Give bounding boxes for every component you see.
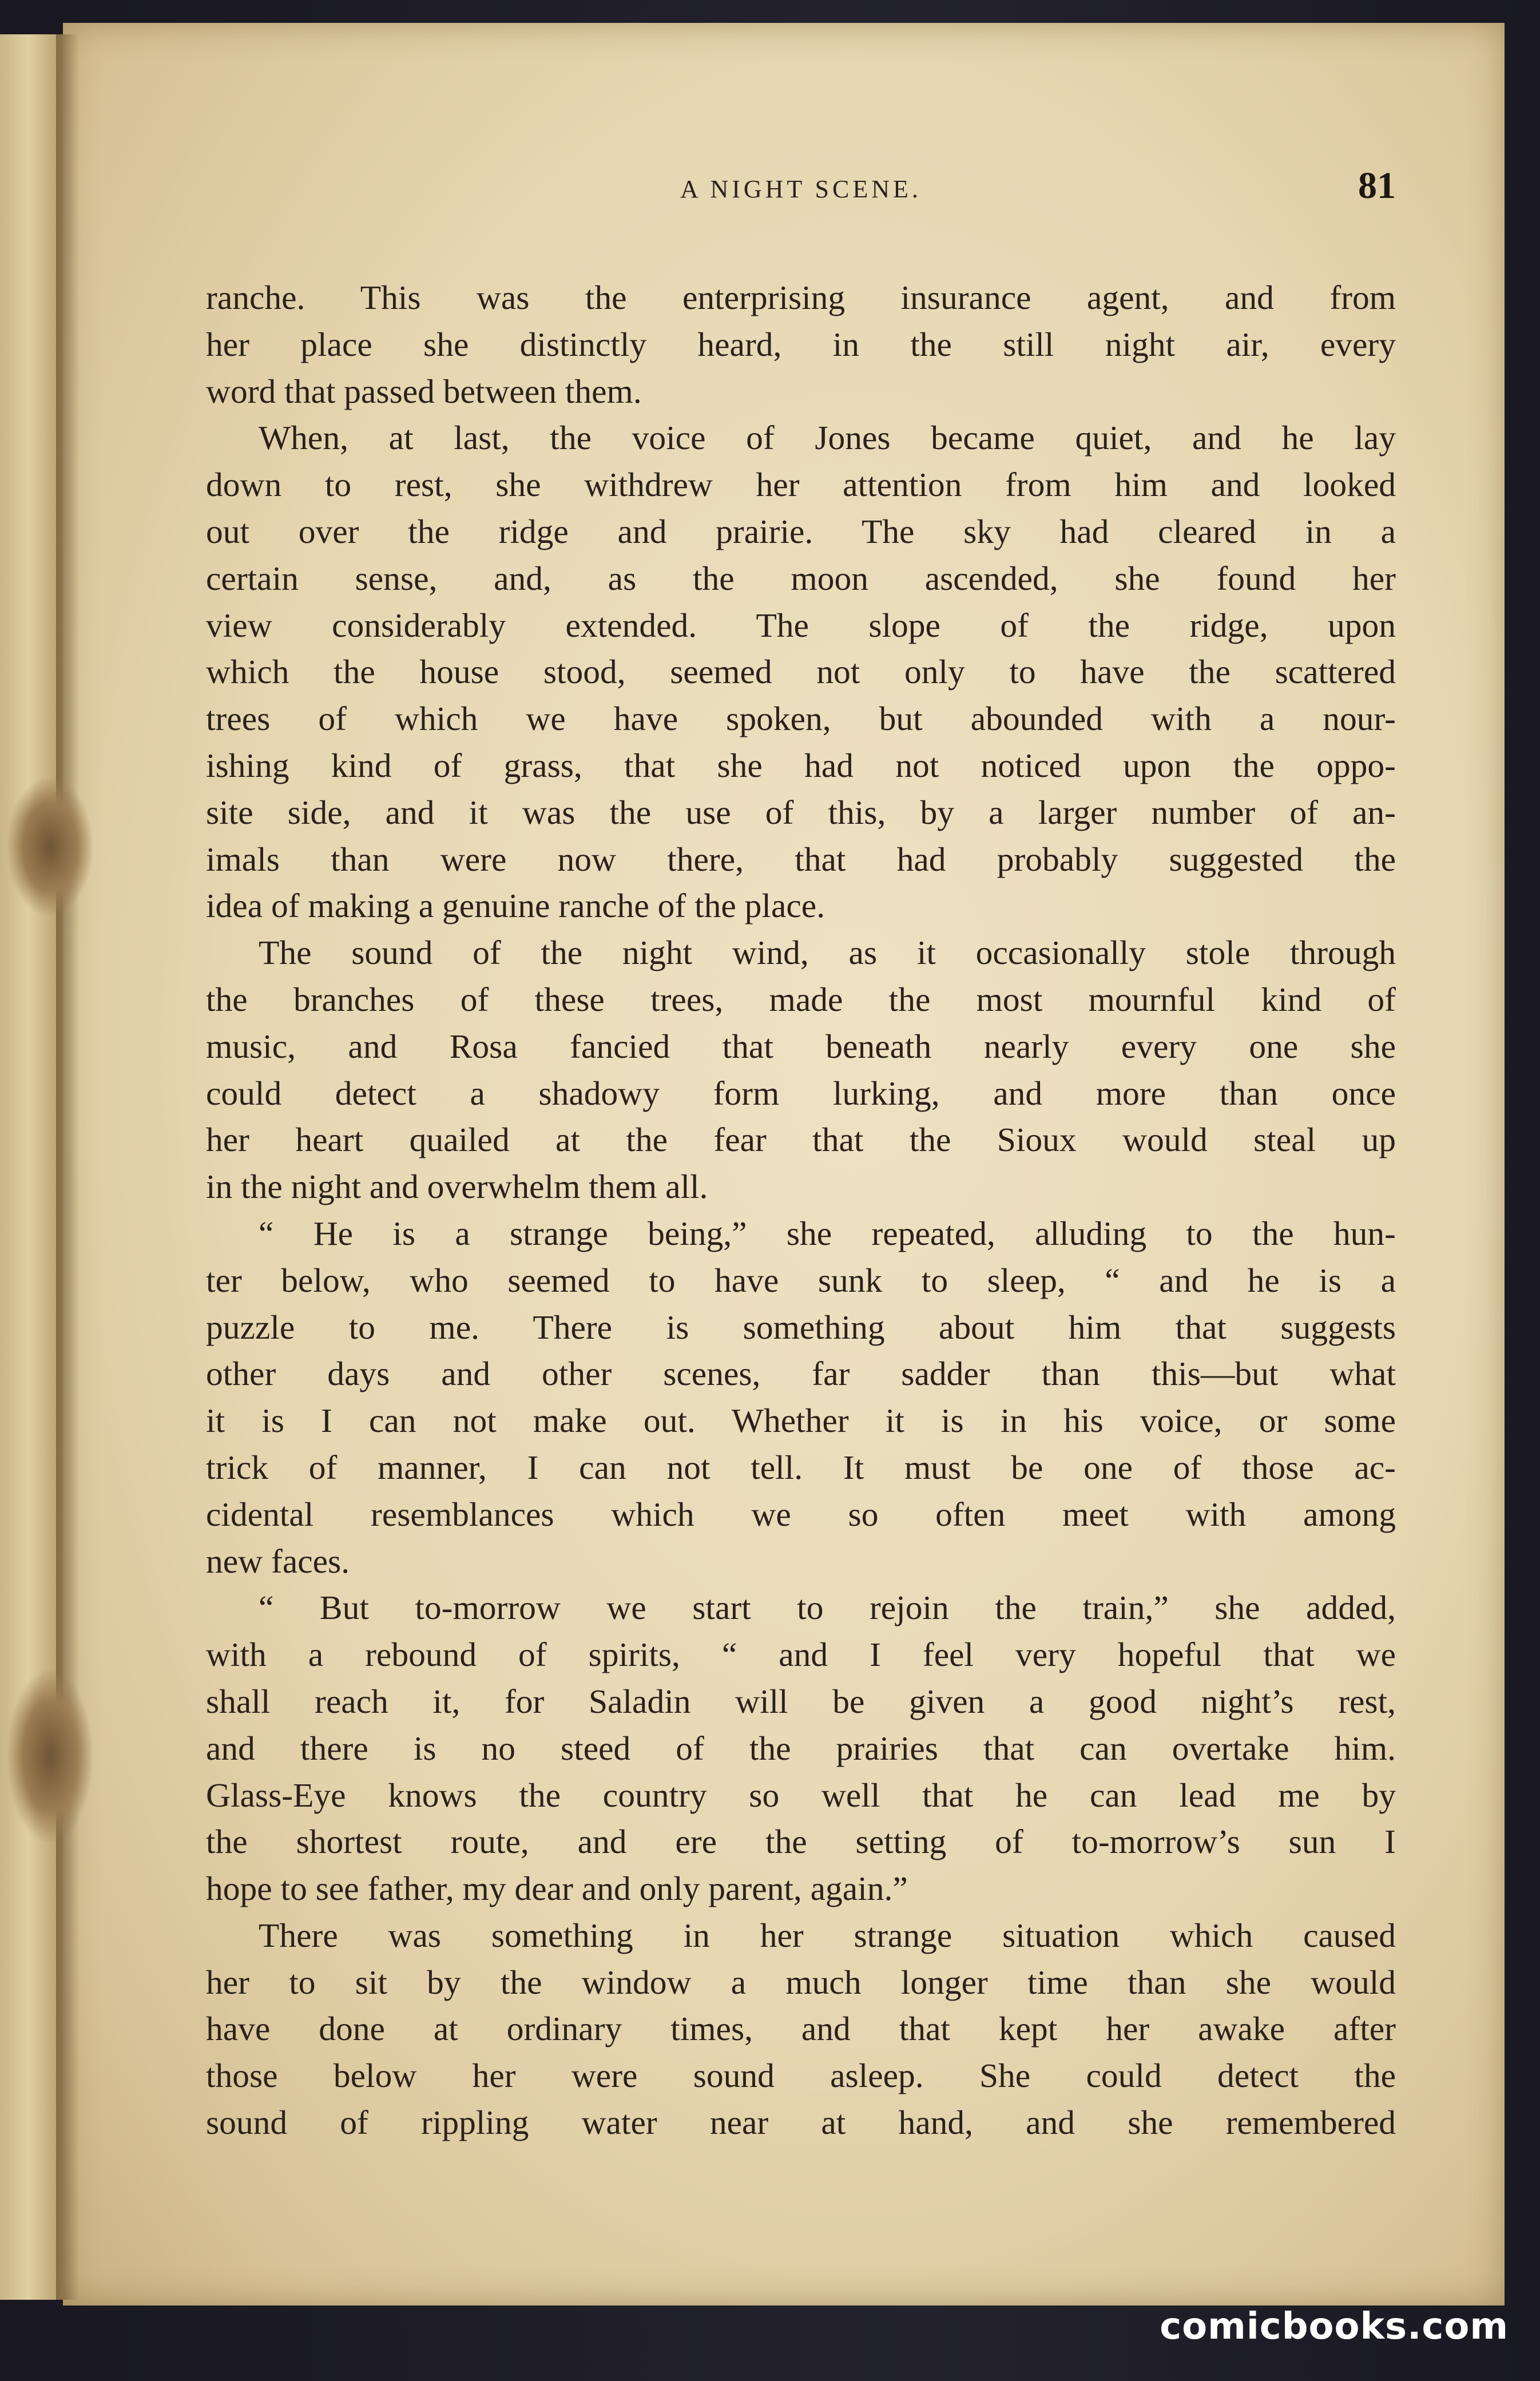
page-header bbox=[206, 165, 1396, 226]
text-line: the shortest route, and ere the setting of to-morrow’s sun I bbox=[206, 1823, 1396, 1861]
text-line: “ But to-morrow we start to rejoin the train,” she added, bbox=[259, 1589, 1396, 1627]
text-line: music, and Rosa fancied that beneath nearly every one she bbox=[206, 1027, 1396, 1065]
text-line: shall reach it, for Saladin will be given a good night’s rest, bbox=[206, 1682, 1396, 1720]
text-line: have done at ordinary times, and that kept her awake after bbox=[206, 2010, 1396, 2048]
text-line: out over the ridge and prairie. The sky had cleared in a bbox=[206, 512, 1396, 550]
spine-shadow bbox=[56, 34, 79, 2300]
text-line: word that passed between them. bbox=[206, 372, 642, 410]
text-line: cidental resemblances which we so often meet with among bbox=[206, 1495, 1396, 1533]
text-line: Glass-Eye knows the country so well that he can lead me by bbox=[206, 1776, 1396, 1814]
facing-page-edge bbox=[0, 34, 65, 2300]
page-number: 81 bbox=[1358, 165, 1396, 207]
text-line: certain sense, and, as the moon ascended, she found her bbox=[206, 559, 1396, 597]
text-line: those below her were sound asleep. She could detect the bbox=[206, 2057, 1396, 2095]
text-line: and there is no steed of the prairies that can overtake him. bbox=[206, 1729, 1396, 1767]
text-line: which the house stood, seemed not only to have the scattered bbox=[206, 653, 1396, 691]
text-line: ranche. This was the enterprising insurance agent, and from bbox=[206, 279, 1396, 316]
binding-tear-mark bbox=[7, 778, 93, 915]
text-line: sound of rippling water near at hand, and she remembered bbox=[206, 2104, 1396, 2142]
text-line: her place she distinctly heard, in the still night air, every bbox=[206, 325, 1396, 363]
text-line: view considerably extended. The slope of the ridge, upon bbox=[206, 606, 1396, 644]
running-head: A NIGHT SCENE. bbox=[680, 175, 922, 203]
text-line: “ He is a strange being,” she repeated, alluding to the hun- bbox=[259, 1214, 1396, 1252]
text-line: new faces. bbox=[206, 1542, 350, 1580]
text-line: her to sit by the window a much longer time than she would bbox=[206, 1963, 1396, 2001]
text-line: When, at last, the voice of Jones became quiet, and he lay bbox=[259, 419, 1396, 457]
text-line: hope to see father, my dear and only parent, again.” bbox=[206, 1870, 908, 1908]
text-line: ishing kind of grass, that she had not noticed upon the oppo- bbox=[206, 746, 1396, 784]
watermark: comicbooks.com bbox=[1160, 2305, 1509, 2348]
text-line: ter below, who seemed to have sunk to sleep, “ and he is a bbox=[206, 1261, 1396, 1299]
text-line: trees of which we have spoken, but abounded with a nour- bbox=[206, 700, 1396, 738]
text-line: her heart quailed at the fear that the Sioux would steal up bbox=[206, 1121, 1396, 1159]
text-line: The sound of the night wind, as it occasionally stole through bbox=[259, 934, 1396, 972]
text-line: other days and other scenes, far sadder than this—but what bbox=[206, 1355, 1396, 1393]
text-line: site side, and it was the use of this, by a larger number of an- bbox=[206, 793, 1396, 831]
text-line: could detect a shadowy form lurking, and more than once bbox=[206, 1074, 1396, 1112]
text-line: imals than were now there, that had probably suggested the bbox=[206, 840, 1396, 878]
text-line: down to rest, she withdrew her attention from him and looked bbox=[206, 466, 1396, 504]
text-line: with a rebound of spirits, “ and I feel very hopeful that we bbox=[206, 1636, 1396, 1674]
text-line: puzzle to me. There is something about him that suggests bbox=[206, 1308, 1396, 1346]
text-line: in the night and overwhelm them all. bbox=[206, 1168, 708, 1206]
text-line: idea of making a genuine ranche of the place. bbox=[206, 887, 825, 925]
body-text bbox=[206, 275, 1396, 2146]
text-line: it is I can not make out. Whether it is in his voice, or some bbox=[206, 1402, 1396, 1440]
binding-tear-mark bbox=[7, 1670, 93, 1842]
text-line: There was something in her strange situation which caused bbox=[259, 1916, 1396, 1954]
text-line: the branches of these trees, made the most mournful kind of bbox=[206, 980, 1396, 1018]
text-line: trick of manner, I can not tell. It must be one of those ac- bbox=[206, 1448, 1396, 1486]
book-page bbox=[63, 23, 1505, 2305]
